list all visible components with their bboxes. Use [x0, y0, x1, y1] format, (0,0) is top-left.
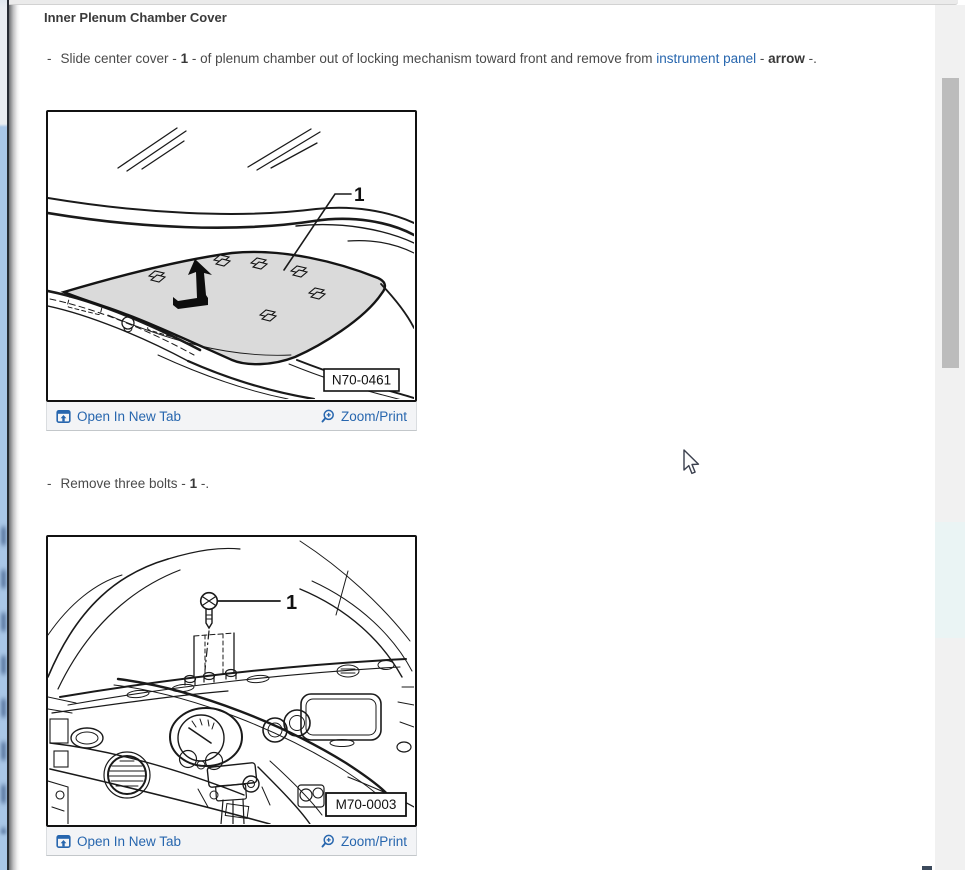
open-in-new-tab-label: Open In New Tab	[77, 833, 182, 849]
step-bold-arrow: arrow	[768, 51, 805, 66]
open-in-new-tab-icon	[56, 834, 71, 849]
bottom-edge-chip	[922, 866, 932, 870]
figure-illustration	[46, 535, 417, 827]
step-text: -.	[197, 476, 210, 491]
step-bold-ref: 1	[180, 51, 189, 66]
plenum-cover-drawing	[48, 112, 414, 399]
page-title: Inner Plenum Chamber Cover	[44, 10, 227, 25]
figure-toolbar	[46, 402, 417, 431]
background-window-content-blur	[1, 512, 7, 834]
figure2-callout: 1	[286, 592, 298, 614]
open-in-new-tab-link[interactable]	[56, 409, 181, 424]
figure2-drawing-id: M70-0003	[335, 797, 397, 812]
zoom-icon	[320, 409, 335, 424]
zoom-print-label: Zoom/Print	[340, 408, 407, 424]
open-in-new-tab-label: Open In New Tab	[77, 408, 182, 424]
zoom-icon	[320, 834, 335, 849]
dashboard-drawing	[48, 537, 414, 824]
top-bar	[9, 0, 958, 5]
open-in-new-tab-icon	[56, 409, 71, 424]
figure1-drawing-id: N70-0461	[331, 372, 392, 388]
figure-illustration	[46, 110, 417, 402]
figure-dashboard-bolts	[46, 535, 417, 856]
instrument-panel-link[interactable]: instrument panel	[656, 51, 757, 66]
step-instruction-1	[47, 51, 817, 66]
scrollbar-highlight-marker	[935, 522, 965, 638]
zoom-print-link[interactable]	[320, 409, 407, 424]
step-instruction-2	[47, 476, 209, 491]
step-bullet: -	[47, 51, 52, 66]
vertical-scrollbar-track[interactable]	[935, 5, 965, 870]
step-text: -	[756, 51, 769, 66]
figure-plenum-cover	[46, 110, 417, 431]
mouse-cursor	[682, 449, 702, 479]
step-bullet: -	[47, 476, 52, 491]
window-shadow	[9, 0, 20, 870]
figure-toolbar	[46, 827, 417, 856]
vertical-scrollbar-thumb[interactable]	[942, 78, 959, 368]
step-bold-ref: 1	[189, 476, 198, 491]
zoom-print-label: Zoom/Print	[340, 833, 407, 849]
step-text: - of plenum chamber out of locking mechanism toward front and remove from	[188, 51, 657, 66]
figure1-callout: 1	[354, 185, 365, 206]
open-in-new-tab-link[interactable]	[56, 834, 181, 849]
zoom-print-link[interactable]	[320, 834, 407, 849]
step-text: -.	[804, 51, 817, 66]
step-text: Slide center cover -	[60, 51, 181, 66]
step-text: Remove three bolts -	[60, 476, 190, 491]
